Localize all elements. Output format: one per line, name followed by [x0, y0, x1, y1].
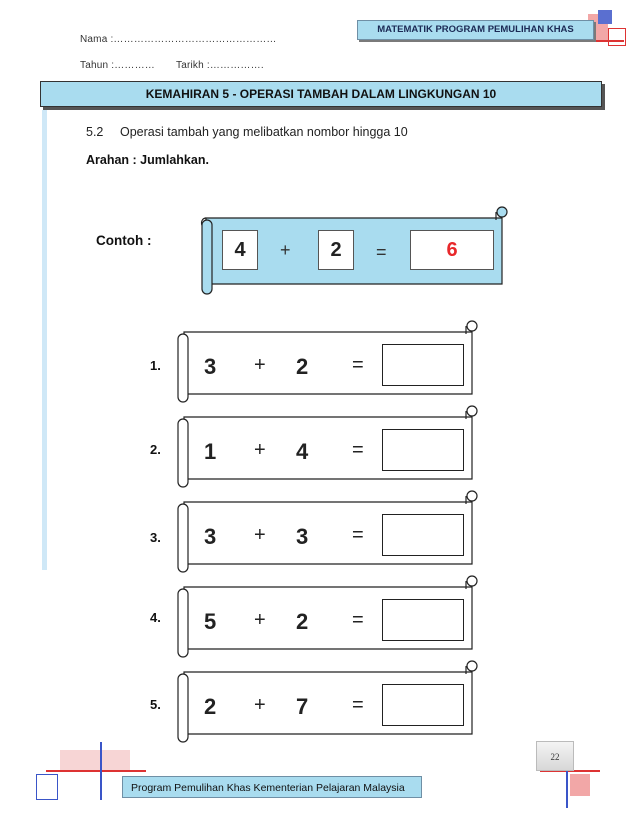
example-eq: = [376, 242, 387, 262]
question-3-eq: = [352, 524, 364, 546]
question-5-label: 5. [150, 697, 161, 712]
instruction: Arahan : Jumlahkan. [86, 153, 209, 167]
question-4-eq: = [352, 609, 364, 631]
question-2-label: 2. [150, 442, 161, 457]
example-op: + [280, 240, 291, 260]
question-4-scroll [172, 575, 484, 659]
question-5-eq: = [352, 694, 364, 716]
question-1-op: + [254, 354, 266, 376]
tarikh-field[interactable]: Tarikh :……………. [176, 60, 264, 71]
example-answer: 6 [410, 230, 494, 270]
question-1-b: 2 [296, 354, 309, 379]
question-1-label: 1. [150, 358, 161, 373]
question-3-scroll [172, 490, 484, 574]
question-5-op: + [254, 694, 266, 716]
tahun-field[interactable]: Tahun :………… [80, 60, 156, 71]
question-3-answer-box[interactable] [382, 514, 464, 556]
nama-field[interactable]: Nama :………………………………………… [80, 34, 277, 45]
question-1-scroll [172, 320, 484, 404]
subtitle-number: 5.2 [86, 125, 104, 139]
subtitle-text: Operasi tambah yang melibatkan nombor hingga 10 [120, 125, 408, 139]
question-2-answer-box[interactable] [382, 429, 464, 471]
question-4-op: + [254, 609, 266, 631]
question-2-a: 1 [204, 439, 217, 464]
question-2-scroll [172, 405, 484, 489]
question-5-b: 7 [296, 694, 309, 719]
question-4-label: 4. [150, 610, 161, 625]
question-5-scroll [172, 660, 484, 744]
question-1-answer-box[interactable] [382, 344, 464, 386]
question-2-op: + [254, 439, 266, 461]
example-b: 2 [318, 230, 354, 270]
subtitle [86, 125, 408, 139]
question-1-eq: = [352, 354, 364, 376]
question-4-a: 5 [204, 609, 217, 634]
question-3-b: 3 [296, 524, 309, 549]
question-5-answer-box[interactable] [382, 684, 464, 726]
question-4-b: 2 [296, 609, 309, 634]
skill-title: KEMAHIRAN 5 - OPERASI TAMBAH DALAM LINGKUNGAN 10 [40, 81, 602, 107]
question-4-answer-box[interactable] [382, 599, 464, 641]
example-label: Contoh : [96, 233, 152, 248]
footer-bar: Program Pemulihan Khas Kementerian Pelajaran Malaysia [122, 776, 422, 798]
decor-left-bar [42, 110, 47, 570]
subject-banner: MATEMATIK PROGRAM PEMULIHAN KHAS [357, 20, 594, 40]
question-2-b: 4 [296, 439, 309, 464]
question-1-a: 3 [204, 354, 217, 379]
question-3-op: + [254, 524, 266, 546]
page-number: 22 [536, 741, 574, 771]
example-scroll [196, 206, 514, 296]
question-3-label: 3. [150, 530, 161, 545]
question-3-a: 3 [204, 524, 217, 549]
question-2-eq: = [352, 439, 364, 461]
example-a: 4 [222, 230, 258, 270]
question-5-a: 2 [204, 694, 217, 719]
